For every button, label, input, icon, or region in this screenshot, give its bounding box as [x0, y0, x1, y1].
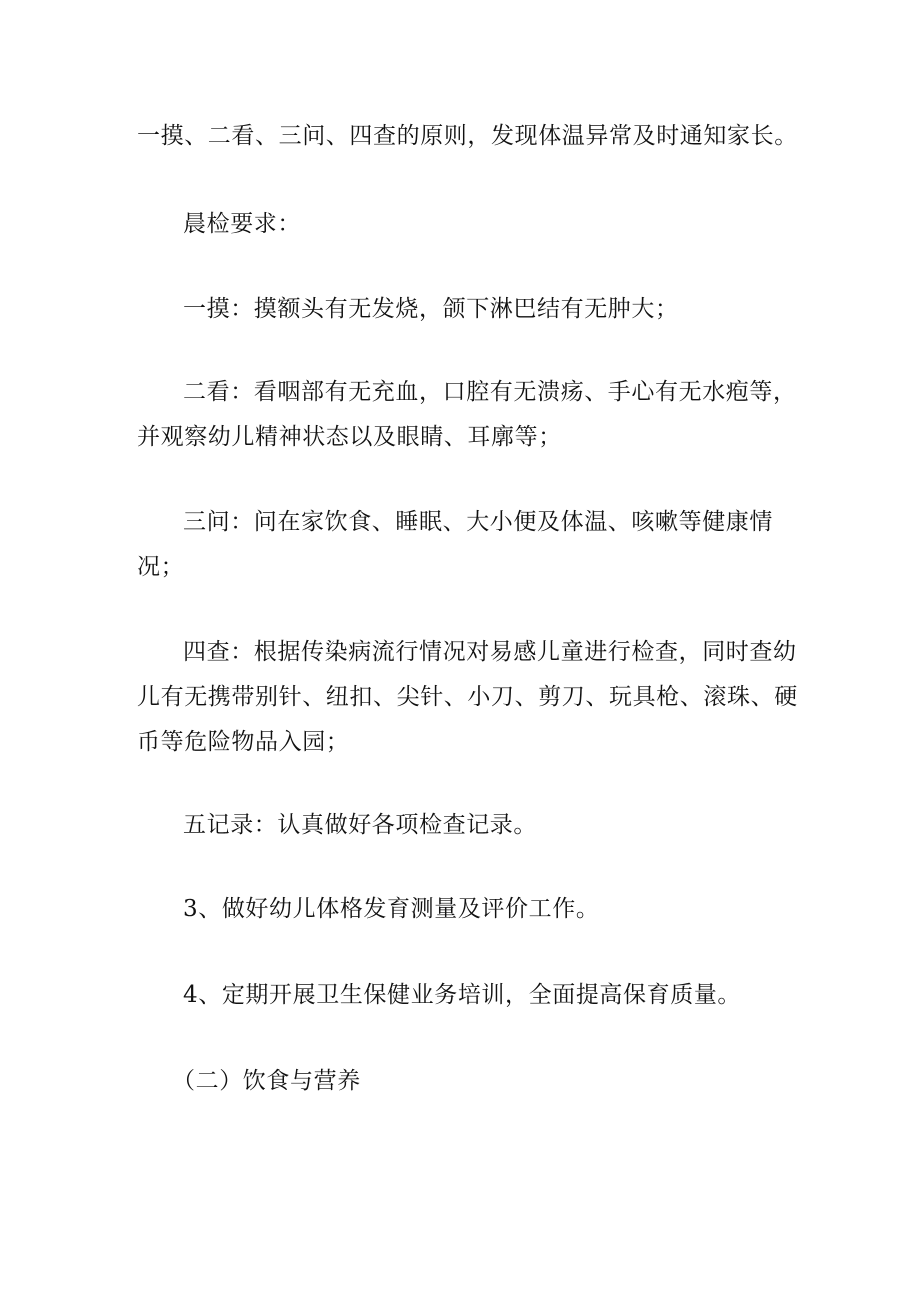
text-line: 晨检要求： [183, 211, 301, 237]
text-line: 二看：看咽部有无充血，口腔有无溃疡、手心有无水疱等， [183, 379, 797, 405]
paragraph-morning-check-heading [183, 202, 833, 247]
paragraph-record [183, 803, 833, 848]
text-line: 一摸：摸额头有无发烧，颌下淋巴结有无肿大； [183, 296, 679, 322]
paragraph-ask [137, 500, 787, 590]
paragraph-touch [183, 287, 833, 332]
text-line: （二）饮食与营养 [172, 1068, 361, 1094]
text-line: 一摸、二看、三问、四查的原则，发现体温异常及时通知家长。 [137, 123, 798, 149]
text-line: 三问：问在家饮食、睡眠、大小便及体温、咳嗽等健康情 [183, 509, 773, 535]
paragraph-check [137, 630, 798, 765]
paragraph-item-3 [183, 887, 833, 932]
text-line: 3、做好幼儿体格发育测量及评价工作。 [183, 896, 600, 922]
section-heading-diet-nutrition [172, 1059, 822, 1104]
paragraph-look [137, 370, 797, 460]
text-line: 4、定期开展卫生保健业务培训，全面提高保育质量。 [183, 982, 742, 1008]
text-line: 并观察幼儿精神状态以及眼睛、耳廓等； [137, 424, 562, 450]
text-line: 儿有无携带别针、纽扣、尖针、小刀、剪刀、玩具枪、滚珠、硬 [137, 684, 798, 710]
text-line: 五记录：认真做好各项检查记录。 [183, 812, 537, 838]
text-line: 况； [137, 554, 185, 580]
paragraph-item-4 [183, 973, 833, 1018]
paragraph-principle [137, 114, 798, 159]
text-line: 币等危险物品入园； [137, 729, 350, 755]
text-line: 四查：根据传染病流行情况对易感儿童进行检查，同时查幼 [183, 639, 797, 665]
